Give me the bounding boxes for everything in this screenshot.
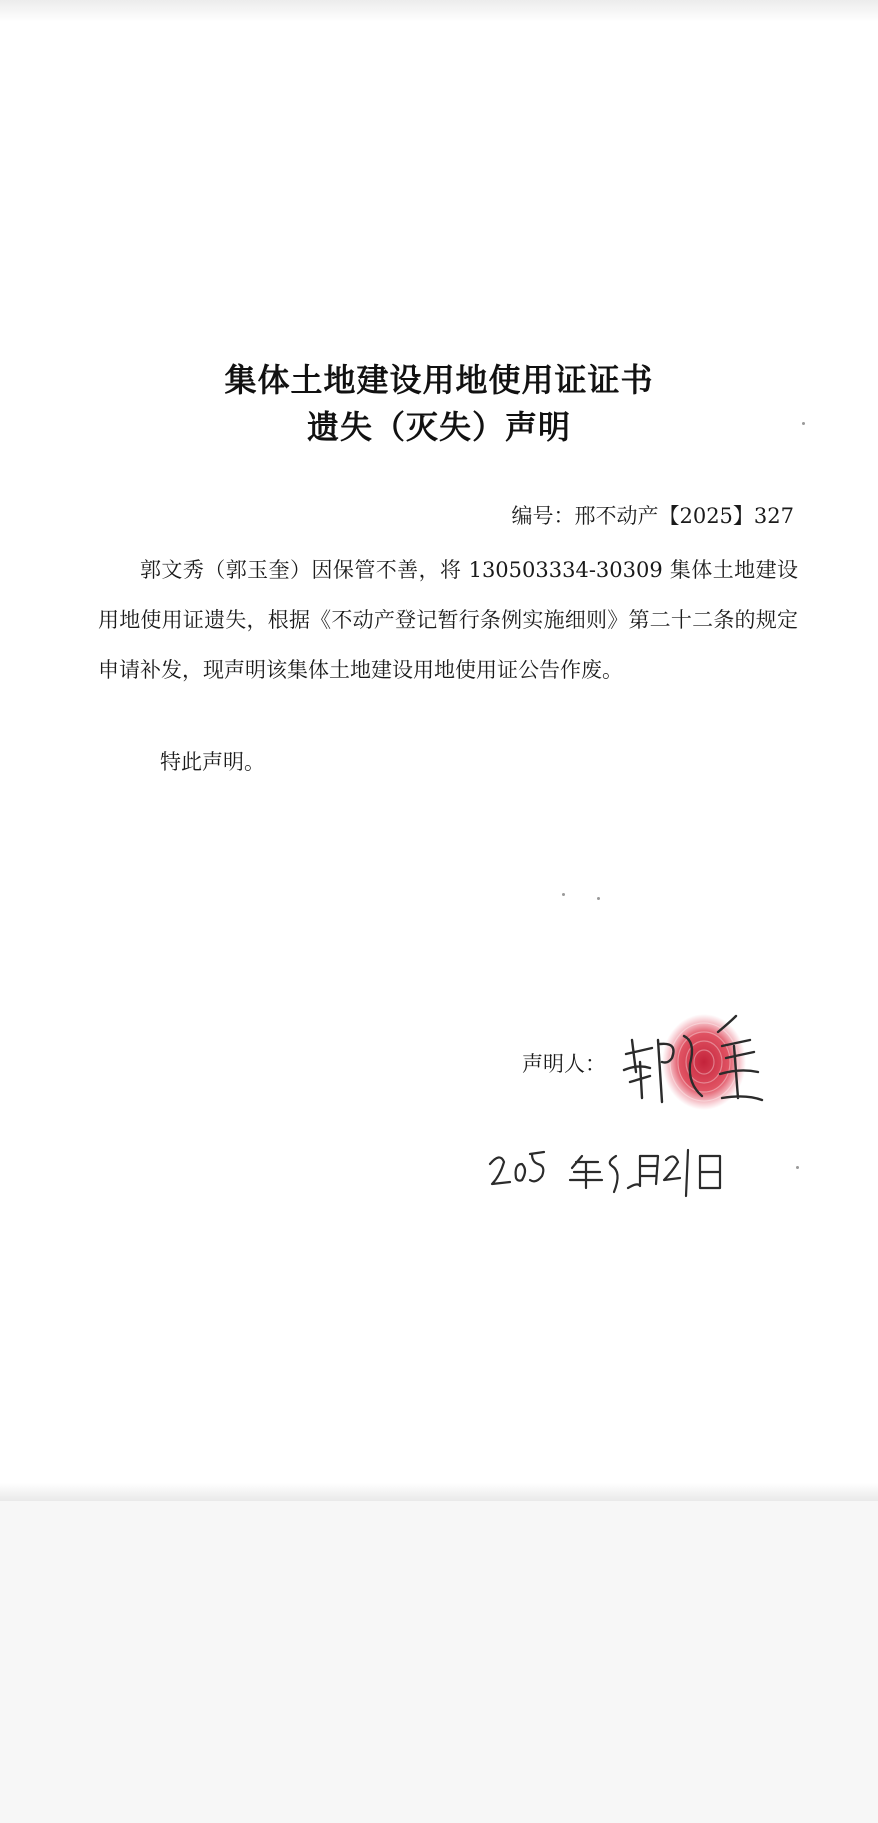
- document-number: 编号：邢不动产【2025】327: [511, 504, 794, 528]
- scan-speck: [796, 1166, 799, 1169]
- scan-lower-sheet: [0, 1500, 878, 1823]
- scan-speck: [562, 893, 565, 896]
- closing-statement: 特此声明。: [160, 750, 265, 774]
- declarant-label: 声明人：: [522, 1052, 606, 1076]
- scan-speck: [597, 897, 600, 900]
- scan-speck: [802, 422, 805, 425]
- signature-with-fingerprint: [622, 1002, 772, 1112]
- scan-top-edge: [0, 0, 878, 22]
- declaration-body: [98, 545, 798, 695]
- document-title: 集体土地建设用地使用证证书: [224, 361, 654, 399]
- document-subtitle: 遗失（灭失）声明: [306, 408, 571, 446]
- handwritten-date: [488, 1142, 748, 1198]
- declaration-paragraph: 郭文秀（郭玉奎）因保管不善，将 130503334-30309 集体土地建设用地使用证遗失，根据《不动产登记暂行条例实施细则》第二十二条的规定申请补发，现声明该集体土地建设用地使用证公告作废。: [98, 558, 798, 682]
